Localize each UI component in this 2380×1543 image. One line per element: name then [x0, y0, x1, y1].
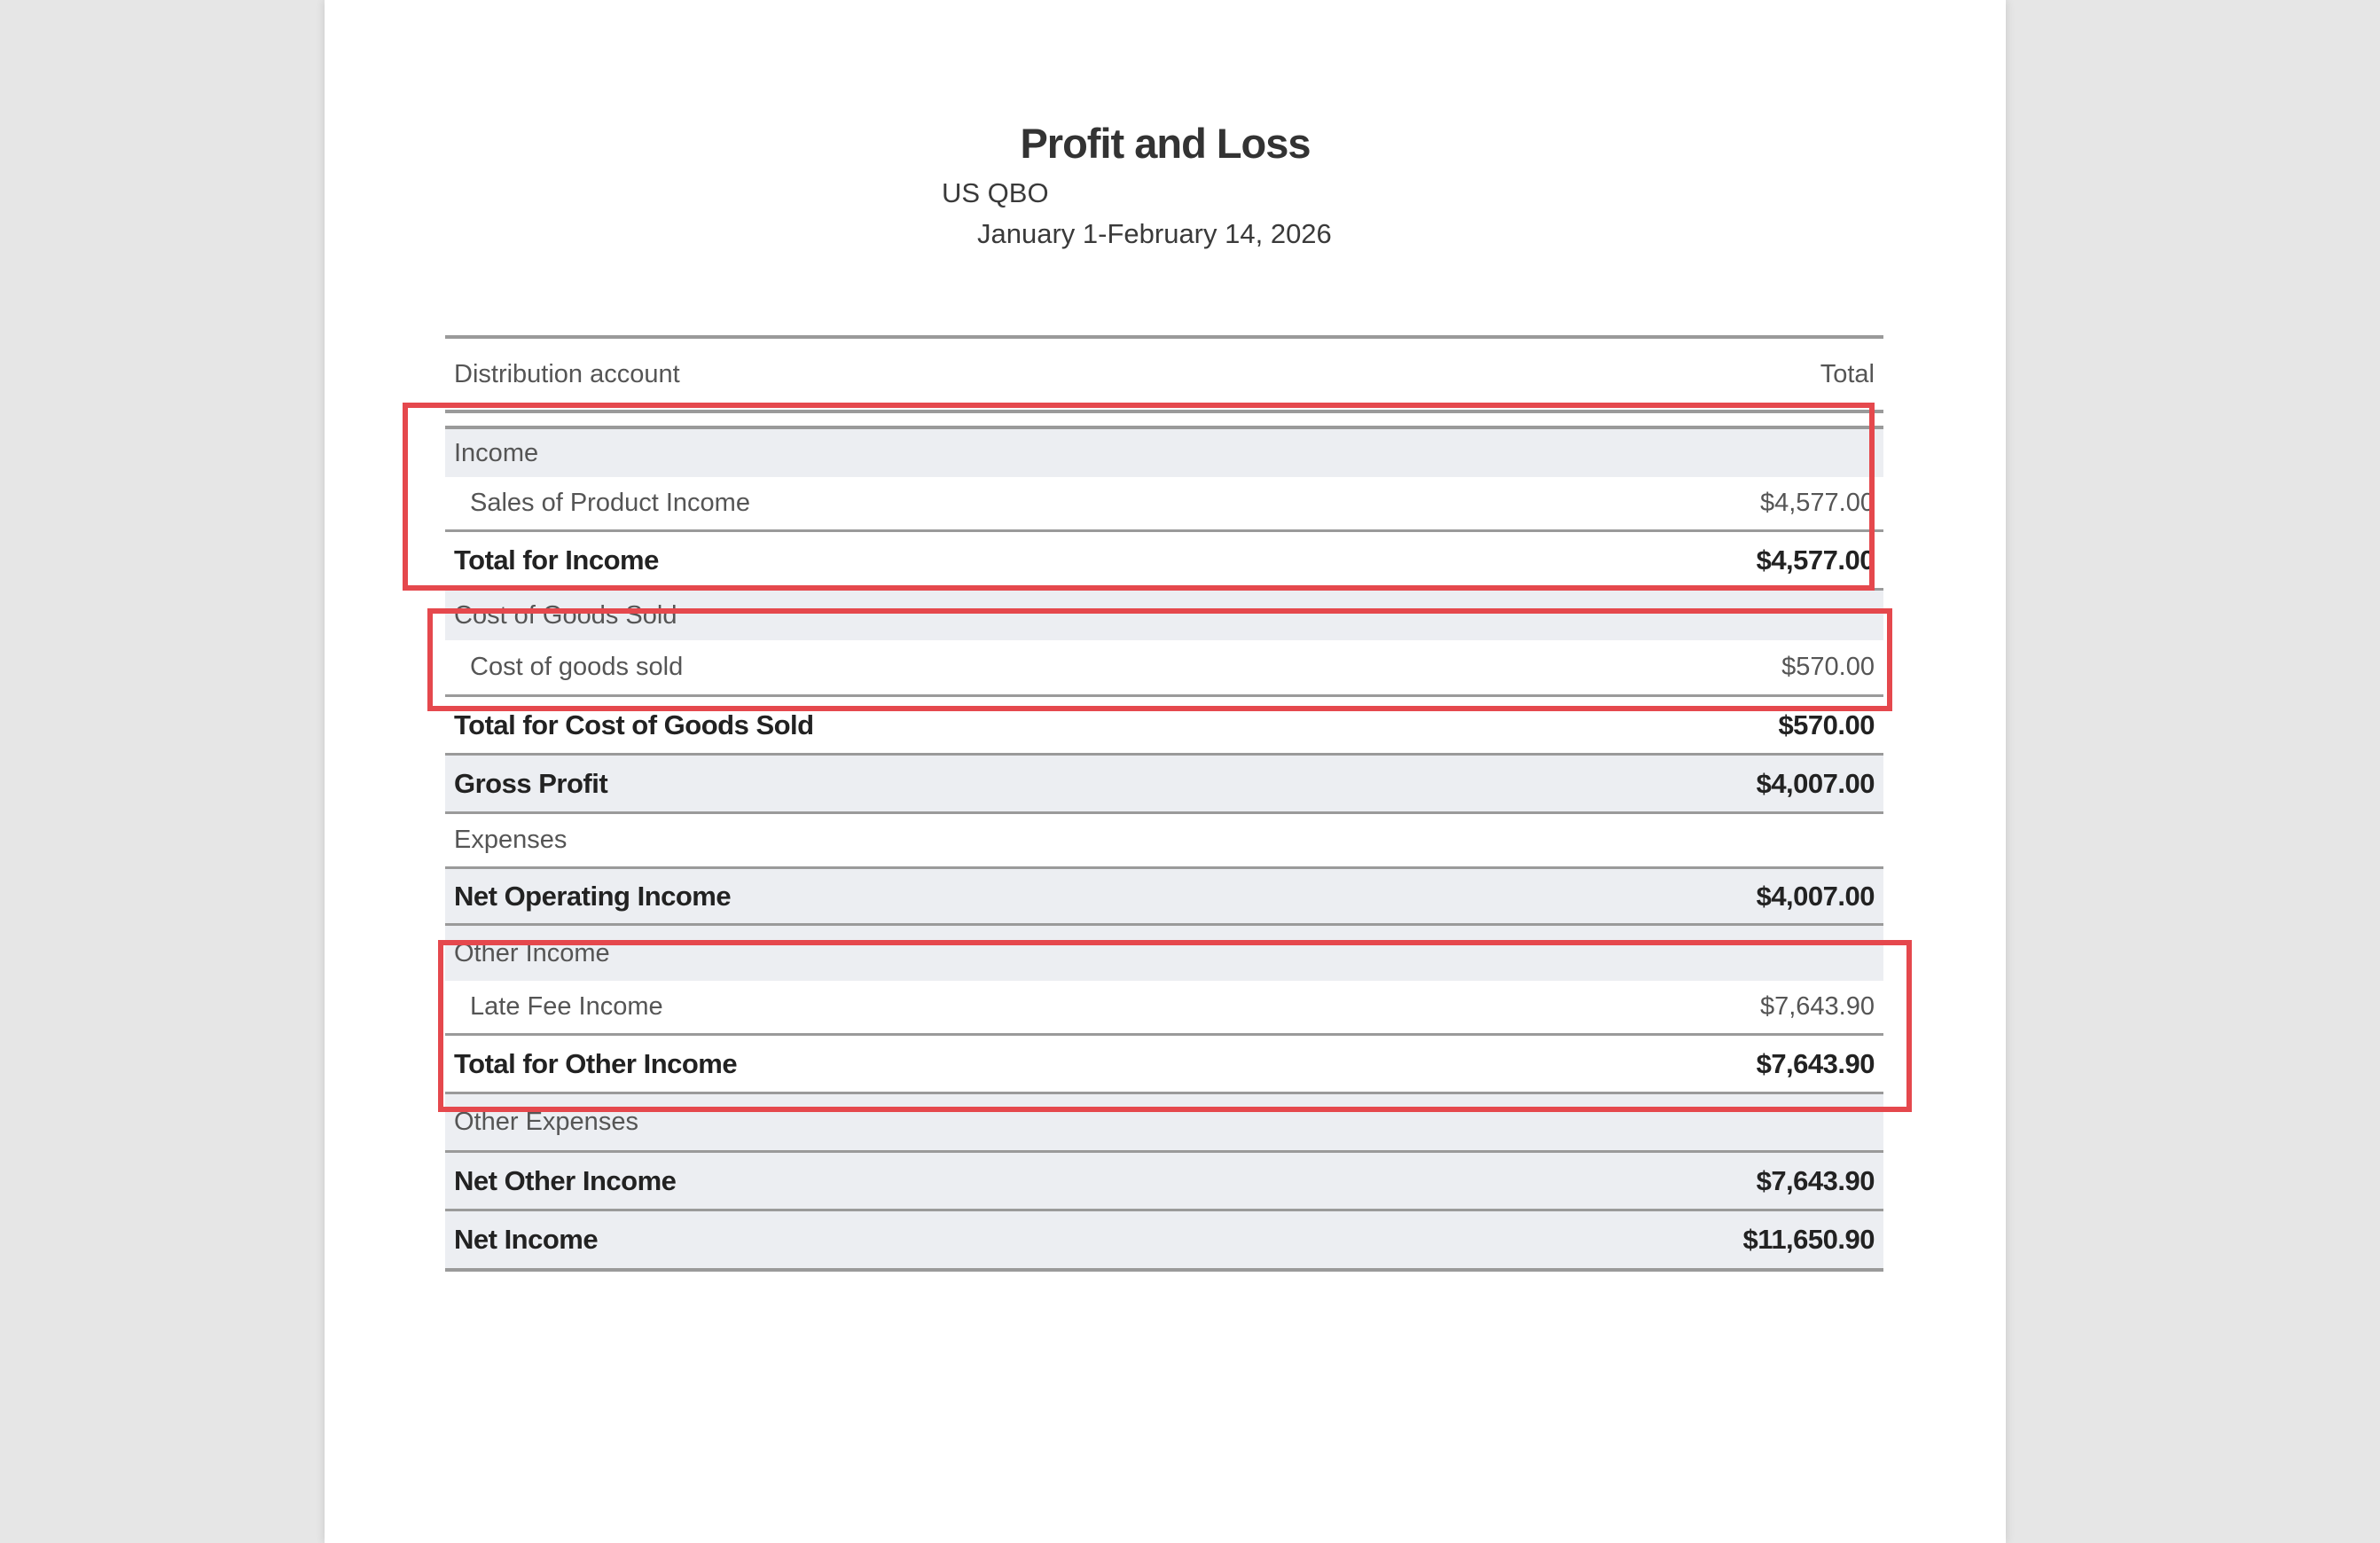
row-amount: $4,007.00	[1756, 767, 1875, 799]
row-label: Total for Income	[454, 544, 659, 576]
row-label: Net Operating Income	[454, 880, 732, 912]
report-period: January 1-February 14, 2026	[977, 218, 1332, 249]
row-label: Total for Other Income	[454, 1047, 738, 1079]
row-amount: $11,650.90	[1742, 1224, 1875, 1255]
column-header-total: Total	[1820, 359, 1875, 388]
row-amount: $4,007.00	[1756, 880, 1875, 912]
row-net-other-income	[445, 1153, 1883, 1211]
highlight-box-other-income	[438, 940, 1912, 1112]
section-header-expenses	[445, 814, 1883, 869]
row-net-income	[445, 1211, 1883, 1272]
row-label: Cost of goods sold	[470, 653, 684, 681]
row-amount: $4,577.00	[1759, 489, 1875, 517]
report-title: Profit and Loss	[1020, 120, 1311, 167]
row-amount: $570.00	[1781, 653, 1875, 681]
row-label: Cost of Goods Sold	[454, 600, 677, 630]
company-name: US QBO	[942, 177, 1049, 208]
row-gross-profit	[445, 756, 1883, 814]
report-page	[325, 0, 2006, 1543]
row-label: Sales of Product Income	[470, 489, 750, 517]
row-label: Late Fee Income	[470, 992, 663, 1021]
row-label: Net Other Income	[454, 1164, 677, 1196]
row-label: Other Expenses	[454, 1108, 638, 1136]
row-label: Other Income	[454, 938, 610, 967]
row-label: Income	[454, 438, 539, 467]
row-label: Gross Profit	[454, 767, 608, 799]
highlight-box-cogs	[427, 608, 1892, 711]
row-label: Net Income	[454, 1224, 599, 1255]
row-label: Expenses	[454, 826, 568, 854]
row-label: Total for Cost of Goods Sold	[454, 709, 814, 740]
row-amount: $7,643.90	[1759, 992, 1875, 1021]
highlight-box-income	[403, 403, 1875, 591]
column-header-account: Distribution account	[454, 359, 680, 388]
row-amount: $4,577.00	[1756, 544, 1875, 576]
row-net-operating-income	[445, 869, 1883, 926]
row-amount: $7,643.90	[1756, 1047, 1875, 1079]
row-amount: $7,643.90	[1756, 1164, 1875, 1196]
row-amount: $570.00	[1778, 709, 1875, 740]
